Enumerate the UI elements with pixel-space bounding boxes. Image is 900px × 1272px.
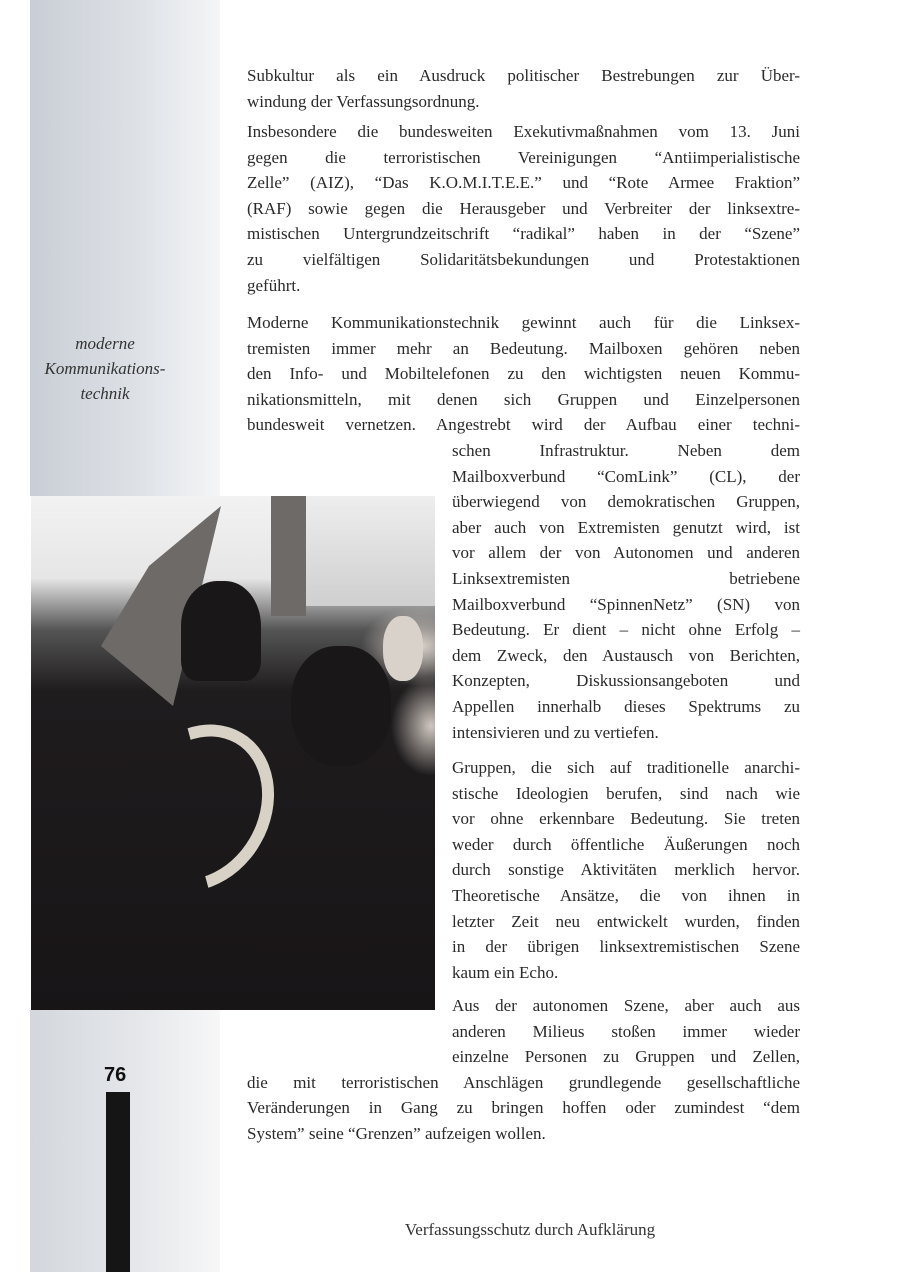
margin-note <box>30 331 180 406</box>
photo-hood <box>291 646 391 766</box>
text-line: stische Ideologien berufen, sind nach wie <box>452 783 800 803</box>
text-line: Linksextremisten betriebene <box>452 569 800 588</box>
text-line: Moderne Kommunikationstechnik gewinnt auch für die Linksex- <box>247 313 800 332</box>
footer-title: Verfassungsschutz durch Aufklärung <box>404 1220 656 1239</box>
text-line: Bedeutung. Er dient – nicht ohne Erfolg – <box>452 620 800 640</box>
text-line: Gruppen, die sich auf traditionelle anarchi- <box>452 758 800 777</box>
text-line: Aus der autonomen Szene, aber auch aus <box>452 996 800 1015</box>
text-line: die mit terroristischen Anschlägen grundlegende gesellschaftliche <box>247 1072 800 1092</box>
text-line: bundesweit vernetzen. Angestrebt wird der Aufbau einer techni- <box>247 415 800 435</box>
photo-building <box>301 496 435 606</box>
text-line: überwiegend von demokratischen Gruppen, <box>452 492 800 512</box>
text-line: geführt. <box>247 275 301 295</box>
text-line: (RAF) sowie gegen die Herausgeber und Verbreiter der linksextre- <box>247 198 800 218</box>
photo-face <box>383 616 423 681</box>
photo-rope <box>92 697 304 920</box>
margin-note-line: moderne <box>75 334 135 353</box>
page-marker-bar <box>106 1092 130 1272</box>
text-line: einzelne Personen zu Gruppen und Zellen, <box>452 1047 800 1067</box>
text-line: aber auch von Extremisten genutzt wird, ist <box>452 517 800 537</box>
text-line: Theoretische Ansätze, die von ihnen in <box>452 886 800 905</box>
text-line: Veränderungen in Gang zu bringen hoffen oder zumindest “dem <box>247 1098 800 1118</box>
page-number: 76 <box>104 1064 127 1086</box>
text-line: tremisten immer mehr an Bedeutung. Mailboxen gehören neben <box>247 338 800 358</box>
text-line: anderen Milieus stoßen immer wieder <box>452 1021 800 1041</box>
text-line: System” seine “Grenzen” aufzeigen wollen. <box>247 1124 546 1143</box>
text-line: Subkultur als ein Ausdruck politischer Bestrebungen zur Über- <box>247 66 800 85</box>
text-line: letzter Zeit neu entwickelt wurden, finden <box>452 911 800 931</box>
text-line: zu vielfältigen Solidaritätsbekundungen und Protestaktionen <box>247 250 800 269</box>
margin-note-line: Kommunikations- <box>44 359 166 378</box>
text-line: in der übrigen linksextremistischen Szene <box>452 937 800 957</box>
text-line: Zelle” (AIZ), “Das K.O.M.I.T.E.E.” und “Rote Armee Fraktion” <box>247 173 800 193</box>
photo-flag <box>271 496 306 616</box>
text-line: nikationsmitteln, mit denen sich Gruppen und Einzelpersonen <box>247 389 800 409</box>
text-line: schen Infrastruktur. Neben dem <box>452 441 800 460</box>
text-line: kaum ein Echo. <box>452 962 559 982</box>
text-line: windung der Verfassungsordnung. <box>247 91 480 111</box>
text-line: Insbesondere die bundesweiten Exekutivmaßnahmen vom 13. Juni <box>247 122 800 141</box>
photo-hood <box>181 581 261 681</box>
text-line: weder durch öffentliche Äußerungen noch <box>452 834 800 854</box>
text-line: den Info- und Mobiltelefonen zu den wichtigsten neuen Kommu- <box>247 364 800 384</box>
sidebar-shading <box>30 0 220 496</box>
text-line: Appellen innerhalb dieses Spektrums zu <box>452 697 800 716</box>
demonstration-photo <box>31 496 435 1010</box>
text-line: dem Zweck, den Austausch von Berichten, <box>452 645 800 665</box>
text-line: mistischen Untergrundzeitschrift “radikal” haben in der “Szene” <box>247 224 800 244</box>
text-line: Mailboxverbund “SpinnenNetz” (SN) von <box>452 594 800 614</box>
text-line: Mailboxverbund “ComLink” (CL), der <box>452 466 800 486</box>
text-line: gegen die terroristischen Vereinigungen “Antiimperialistische <box>247 147 800 167</box>
margin-note-line: technik <box>80 384 130 403</box>
text-line: vor allem der von Autonomen und anderen <box>452 543 800 563</box>
text-line: durch sonstige Aktivitäten merklich hervor. <box>452 860 800 880</box>
text-line: intensivieren und zu vertiefen. <box>452 722 659 742</box>
text-line: Konzepten, Diskussionsangeboten und <box>452 671 800 691</box>
text-line: vor ohne erkennbare Bedeutung. Sie treten <box>452 809 800 829</box>
